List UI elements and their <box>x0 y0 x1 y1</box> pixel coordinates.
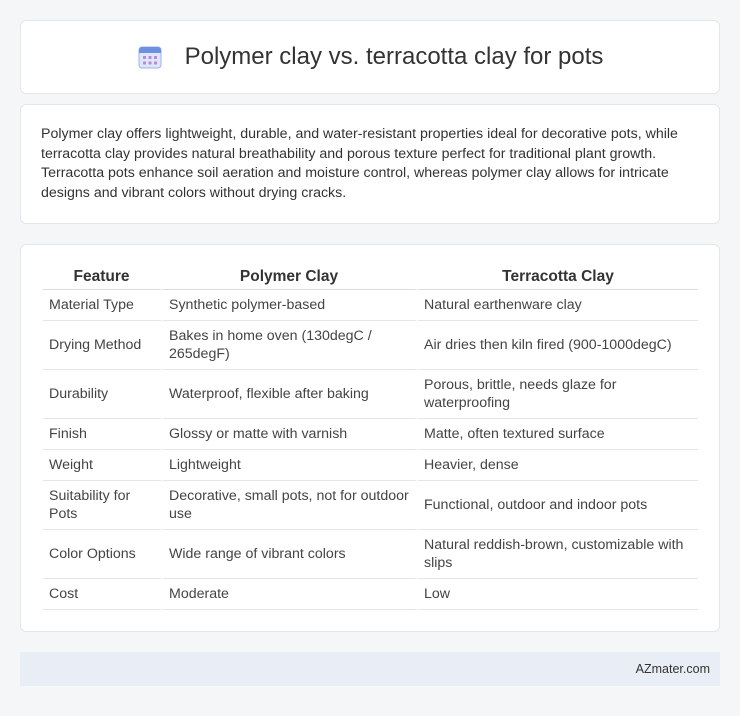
polymer-cell: Lightweight <box>163 450 418 481</box>
table-row <box>43 481 698 530</box>
feature-cell: Material Type <box>43 290 163 321</box>
terracotta-cell: Porous, brittle, needs glaze for waterproofing <box>418 370 698 419</box>
feature-cell: Drying Method <box>43 321 163 370</box>
footer-brand[interactable]: AZmater.com <box>635 662 710 676</box>
comparison-table <box>43 265 698 610</box>
header-feature: Feature <box>43 265 163 290</box>
table-row <box>43 450 698 481</box>
terracotta-cell: Natural reddish-brown, customizable with slips <box>418 530 698 579</box>
terracotta-cell: Air dries then kiln fired (900-1000degC) <box>418 321 698 370</box>
terracotta-cell: Heavier, dense <box>418 450 698 481</box>
polymer-cell: Bakes in home oven (130degC / 265degF) <box>163 321 418 370</box>
feature-cell: Weight <box>43 450 163 481</box>
polymer-cell: Glossy or matte with varnish <box>163 419 418 450</box>
polymer-cell: Moderate <box>163 579 418 610</box>
table-row <box>43 370 698 419</box>
summary-card <box>20 104 720 224</box>
table-row <box>43 530 698 579</box>
terracotta-cell: Natural earthenware clay <box>418 290 698 321</box>
feature-cell: Durability <box>43 370 163 419</box>
feature-cell: Color Options <box>43 530 163 579</box>
comparison-table-card <box>20 244 720 632</box>
polymer-cell: Synthetic polymer-based <box>163 290 418 321</box>
terracotta-cell: Matte, often textured surface <box>418 419 698 450</box>
feature-cell: Cost <box>43 579 163 610</box>
table-header-row <box>43 265 698 290</box>
terracotta-cell: Low <box>418 579 698 610</box>
title-card <box>20 20 720 94</box>
feature-cell: Suitability for Pots <box>43 481 163 530</box>
polymer-cell: Wide range of vibrant colors <box>163 530 418 579</box>
polymer-cell: Decorative, small pots, not for outdoor use <box>163 481 418 530</box>
footer-bar <box>20 652 720 686</box>
table-row <box>43 419 698 450</box>
table-row <box>43 321 698 370</box>
header-terracotta-clay: Terracotta Clay <box>418 265 698 290</box>
calendar-icon <box>137 44 163 70</box>
header-polymer-clay: Polymer Clay <box>163 265 418 290</box>
summary-text: Polymer clay offers lightweight, durable, and water-resistant properties ideal for decorative pots, while terracotta clay provides natural breathability and porous texture perfect for traditional plant growth. Terracotta pots enhance soil aeration and moisture control, whereas polymer clay allows for intricate designs and vibrant colors without drying cracks. <box>41 126 678 201</box>
page-title: Polymer clay vs. terracotta clay for pots <box>184 43 604 70</box>
polymer-cell: Waterproof, flexible after baking <box>163 370 418 419</box>
terracotta-cell: Functional, outdoor and indoor pots <box>418 481 698 530</box>
table-row <box>43 579 698 610</box>
feature-cell: Finish <box>43 419 163 450</box>
table-row <box>43 290 698 321</box>
